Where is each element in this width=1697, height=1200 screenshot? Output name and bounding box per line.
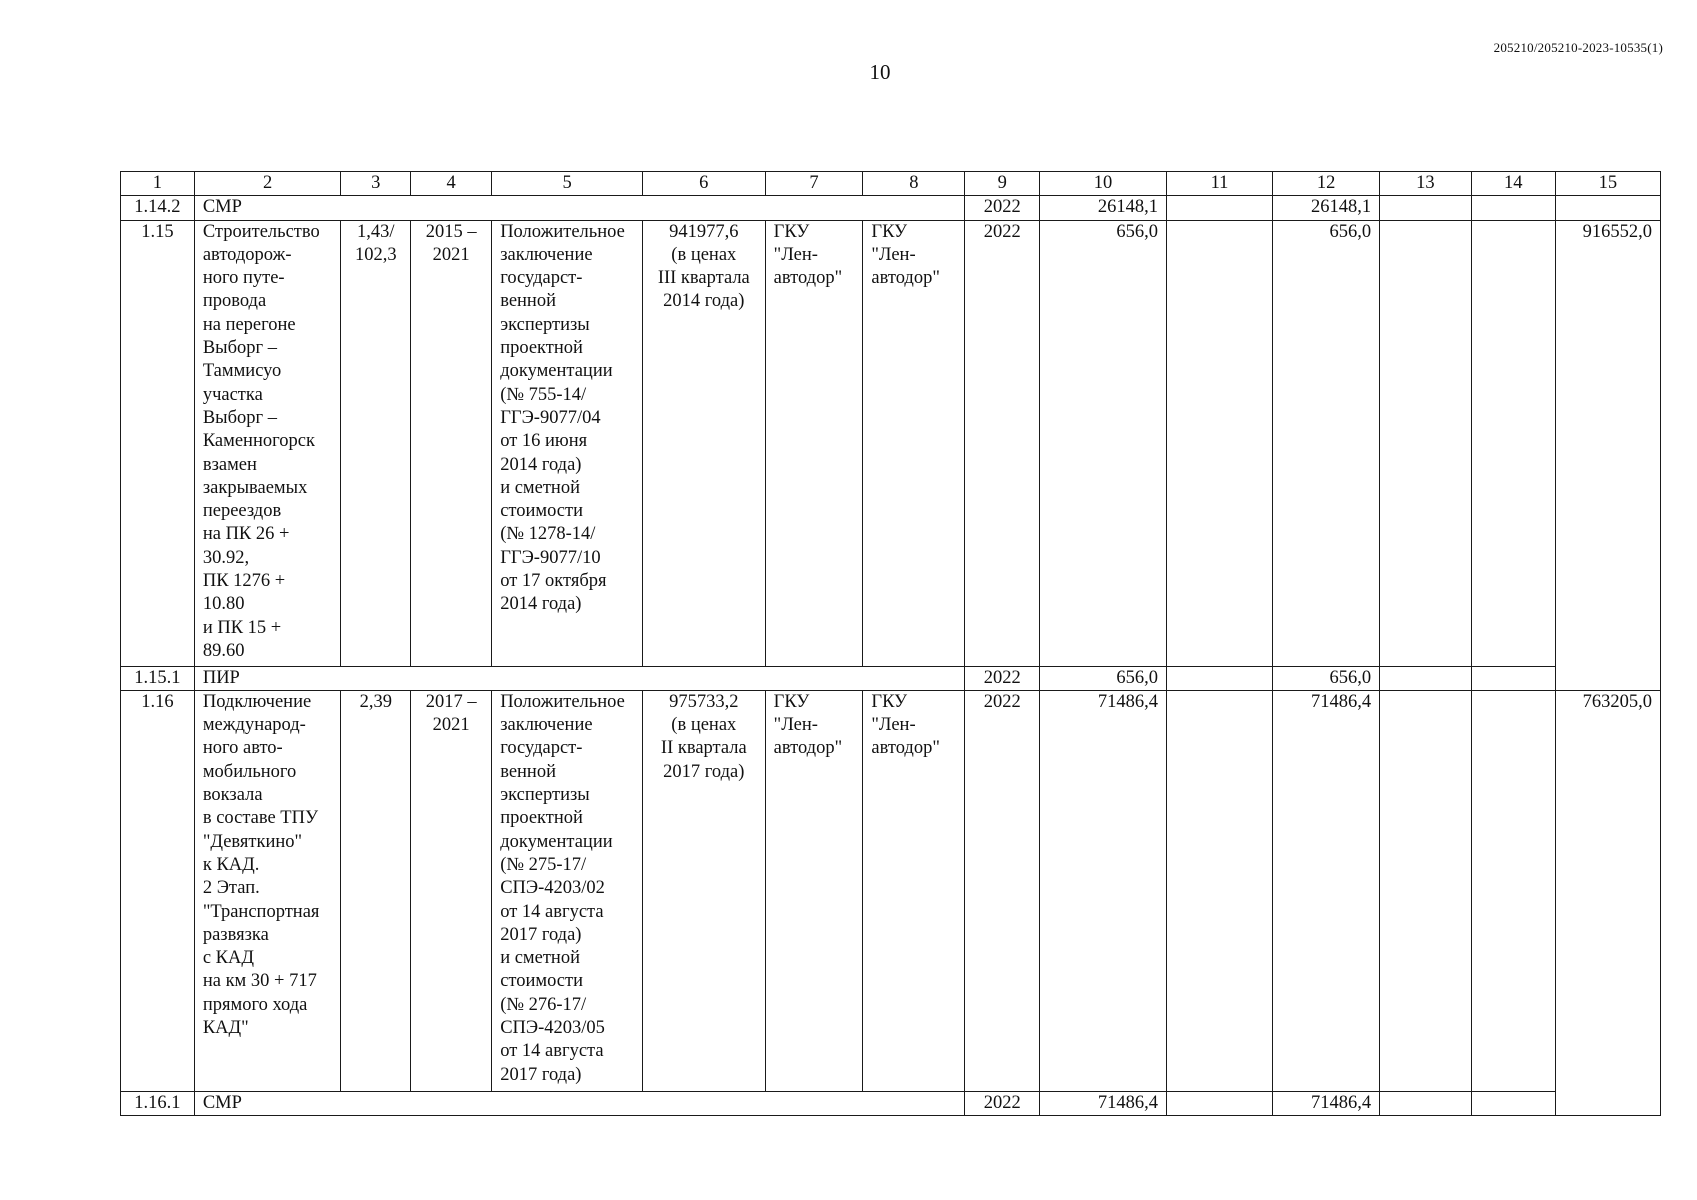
- row-col13: [1380, 666, 1472, 690]
- row-col3: 2,39: [341, 690, 411, 1091]
- column-header: 13: [1380, 172, 1472, 196]
- row-col14: [1471, 1091, 1555, 1115]
- column-header: 8: [863, 172, 965, 196]
- row-col12: 656,0: [1273, 220, 1380, 666]
- row-col12: 71486,4: [1273, 690, 1380, 1091]
- row-col12: 26148,1: [1273, 196, 1380, 220]
- row-col14: [1471, 690, 1555, 1091]
- row-col7: ГКУ "Лен- автодор": [765, 690, 863, 1091]
- row-name: Подключение международ- ного авто- мобильного вокзала в составе ТПУ "Девяткино" к КАД. 2 Этап. "Транспортная развязка с КАД на км 30 + 717 прямого хода КАД": [194, 690, 341, 1091]
- row-col10: 656,0: [1040, 220, 1167, 666]
- row-code: 1.14.2: [121, 196, 195, 220]
- column-header: 3: [341, 172, 411, 196]
- row-col12: 656,0: [1273, 666, 1380, 690]
- row-code: 1.16: [121, 690, 195, 1091]
- row-year: 2022: [965, 196, 1040, 220]
- row-col15: [1555, 196, 1660, 220]
- row-col15: 916552,0: [1555, 220, 1660, 690]
- row-col6: 941977,6 (в ценах III квартала 2014 года): [642, 220, 765, 666]
- row-name: СМР: [194, 1091, 964, 1115]
- row-col13: [1380, 690, 1472, 1091]
- row-col8: ГКУ "Лен- автодор": [863, 690, 965, 1091]
- page-number: 10: [869, 60, 891, 84]
- row-col3: 1,43/ 102,3: [341, 220, 411, 666]
- investment-table: [120, 171, 1661, 1116]
- column-header: 1: [121, 172, 195, 196]
- row-col15: 763205,0: [1555, 690, 1660, 1115]
- row-col10: 71486,4: [1040, 1091, 1167, 1115]
- row-col7: ГКУ "Лен- автодор": [765, 220, 863, 666]
- row-year: 2022: [965, 1091, 1040, 1115]
- column-header: 14: [1471, 172, 1555, 196]
- row-name: СМР: [194, 196, 964, 220]
- table-row: [121, 220, 1661, 666]
- column-header: 7: [765, 172, 863, 196]
- row-col11: [1166, 690, 1272, 1091]
- document-id: 205210/205210-2023-10535(1): [1493, 40, 1663, 55]
- column-header: 9: [965, 172, 1040, 196]
- row-col6: 975733,2 (в ценах II квартала 2017 года): [642, 690, 765, 1091]
- column-header: 4: [411, 172, 492, 196]
- column-header: 10: [1040, 172, 1167, 196]
- row-col13: [1380, 220, 1472, 666]
- table-row: [121, 666, 1661, 690]
- column-header: 5: [492, 172, 643, 196]
- row-code: 1.16.1: [121, 1091, 195, 1115]
- row-year: 2022: [965, 666, 1040, 690]
- table-row: [121, 690, 1661, 1091]
- table-row: [121, 1091, 1661, 1115]
- row-col11: [1166, 196, 1272, 220]
- row-col8: ГКУ "Лен- автодор": [863, 220, 965, 666]
- row-col13: [1380, 1091, 1472, 1115]
- row-code: 1.15.1: [121, 666, 195, 690]
- row-col5: Положительное заключение государст- венной экспертизы проектной документации (№ 755-14/ ГГЭ-9077/04 от 16 июня 2014 года) и сметной стоимости (№ 1278-14/ ГГЭ-9077/10 от 17 октября 2014 года): [492, 220, 643, 666]
- row-col10: 71486,4: [1040, 690, 1167, 1091]
- column-header: 11: [1166, 172, 1272, 196]
- table-row: [121, 196, 1661, 220]
- row-code: 1.15: [121, 220, 195, 666]
- row-col14: [1471, 196, 1555, 220]
- row-col11: [1166, 220, 1272, 666]
- row-col11: [1166, 666, 1272, 690]
- row-col13: [1380, 196, 1472, 220]
- column-header: 2: [194, 172, 341, 196]
- row-col14: [1471, 220, 1555, 666]
- row-name: ПИР: [194, 666, 964, 690]
- column-header: 6: [642, 172, 765, 196]
- row-col4: 2017 – 2021: [411, 690, 492, 1091]
- column-header: 12: [1273, 172, 1380, 196]
- row-year: 2022: [965, 220, 1040, 666]
- row-col11: [1166, 1091, 1272, 1115]
- row-col12: 71486,4: [1273, 1091, 1380, 1115]
- row-name: Строительство автодорож- ного путе- провода на перегоне Выборг – Таммисуо участка Выборг – Каменногорск взамен закрываемых переездов на ПК 26 + 30.92, ПК 1276 + 10.80 и ПК 15 + 89.60: [194, 220, 341, 666]
- row-col14: [1471, 666, 1555, 690]
- row-col4: 2015 – 2021: [411, 220, 492, 666]
- row-col5: Положительное заключение государст- венной экспертизы проектной документации (№ 275-17/ СПЭ-4203/02 от 14 августа 2017 года) и сметной стоимости (№ 276-17/ СПЭ-4203/05 от 14 августа 2017 года): [492, 690, 643, 1091]
- row-col10: 26148,1: [1040, 196, 1167, 220]
- row-year: 2022: [965, 690, 1040, 1091]
- row-col10: 656,0: [1040, 666, 1167, 690]
- column-header: 15: [1555, 172, 1660, 196]
- column-number-row: [121, 172, 1661, 196]
